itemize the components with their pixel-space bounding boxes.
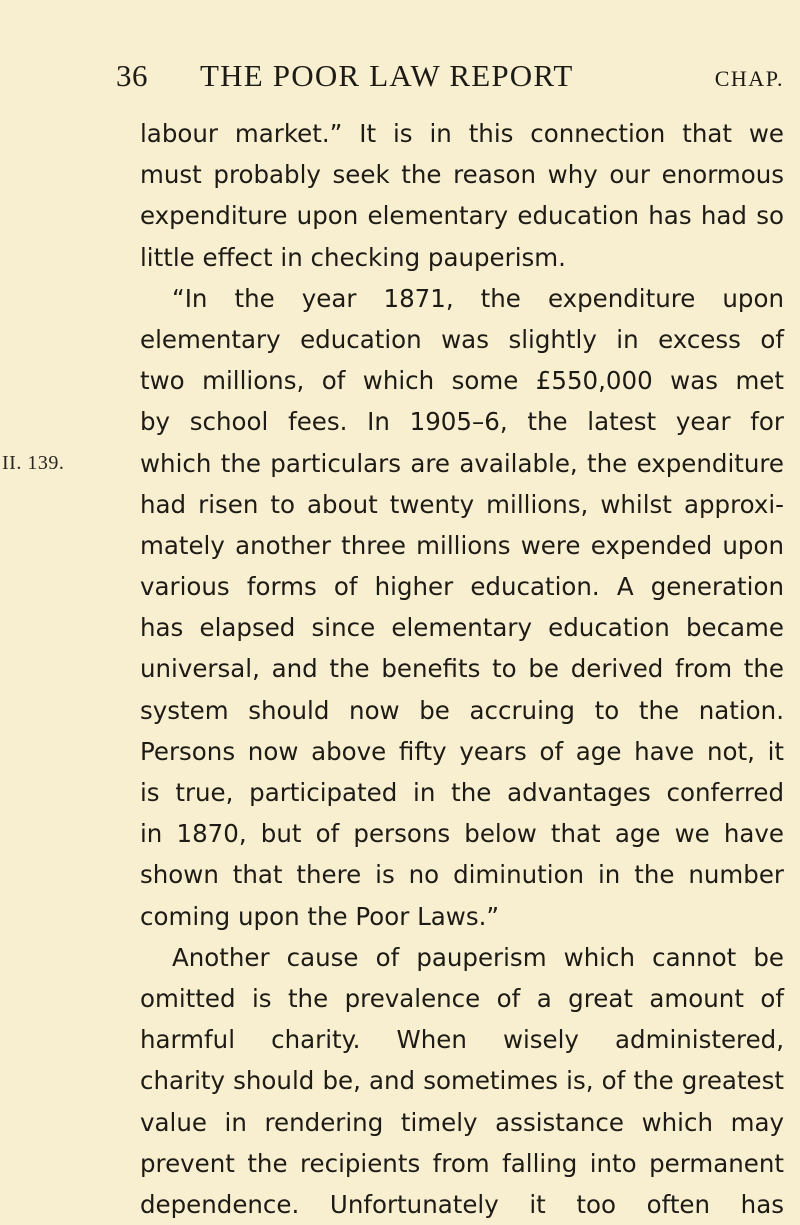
text-line: omitted is the prevalence of a great amount of — [140, 983, 784, 1013]
text-line: had risen to about twenty millions, whilst approxi- — [140, 489, 784, 519]
text-line: prevent the recipients from falling into permanent — [140, 1148, 784, 1178]
text-line: mately another three millions were expended upon — [140, 530, 784, 560]
running-head — [116, 58, 784, 98]
text-line: is true, participated in the advantages conferred — [140, 778, 784, 807]
text-line: by school fees. In 1905–6, the latest year for — [140, 407, 784, 437]
text-line: system should now be accruing to the nation. — [140, 695, 784, 725]
chapter-label: CHAP. — [714, 66, 784, 91]
text-line: Another cause of pauperism which cannot be — [172, 942, 784, 972]
text-line: shown that there is no diminution in the number — [140, 860, 784, 890]
text-line: dependence. Unfortunately it too often has — [140, 1189, 784, 1219]
text-line: little effect in checking pauperism. — [140, 242, 566, 272]
text-line: various forms of higher education. A generation — [140, 572, 784, 602]
text-line: coming upon the Poor Laws.” — [140, 901, 500, 931]
text-line: two millions, of which some £550,000 was met — [140, 366, 784, 396]
text-line: which the particulars are available, the expenditure — [140, 448, 784, 478]
text-line: in 1870, but of persons below that age we have — [140, 819, 784, 849]
text-line: universal, and the benefits to be derived from the — [140, 654, 784, 684]
text-line: has elapsed since elementary education became — [140, 613, 784, 643]
body-text — [140, 113, 784, 1225]
text-line: expenditure upon elementary education has had so — [140, 201, 784, 231]
running-title: THE POOR LAW REPORT — [200, 58, 574, 93]
margin-reference: II. 139. — [2, 452, 65, 474]
text-line: charity should be, and sometimes is, of the greatest — [140, 1066, 784, 1096]
text-line: elementary education was slightly in excess of — [140, 324, 784, 354]
text-line: labour market.” It is in this connection that we — [140, 119, 784, 148]
page-number: 36 — [116, 58, 148, 93]
text-line: “In the year 1871, the expenditure upon — [172, 283, 784, 313]
text-line: must probably seek the reason why our enormous — [140, 160, 784, 190]
text-line: harmful charity. When wisely administered, — [140, 1025, 784, 1055]
text-line: Persons now above fifty years of age have not, it — [140, 736, 784, 766]
text-line: value in rendering timely assistance which may — [140, 1107, 784, 1137]
